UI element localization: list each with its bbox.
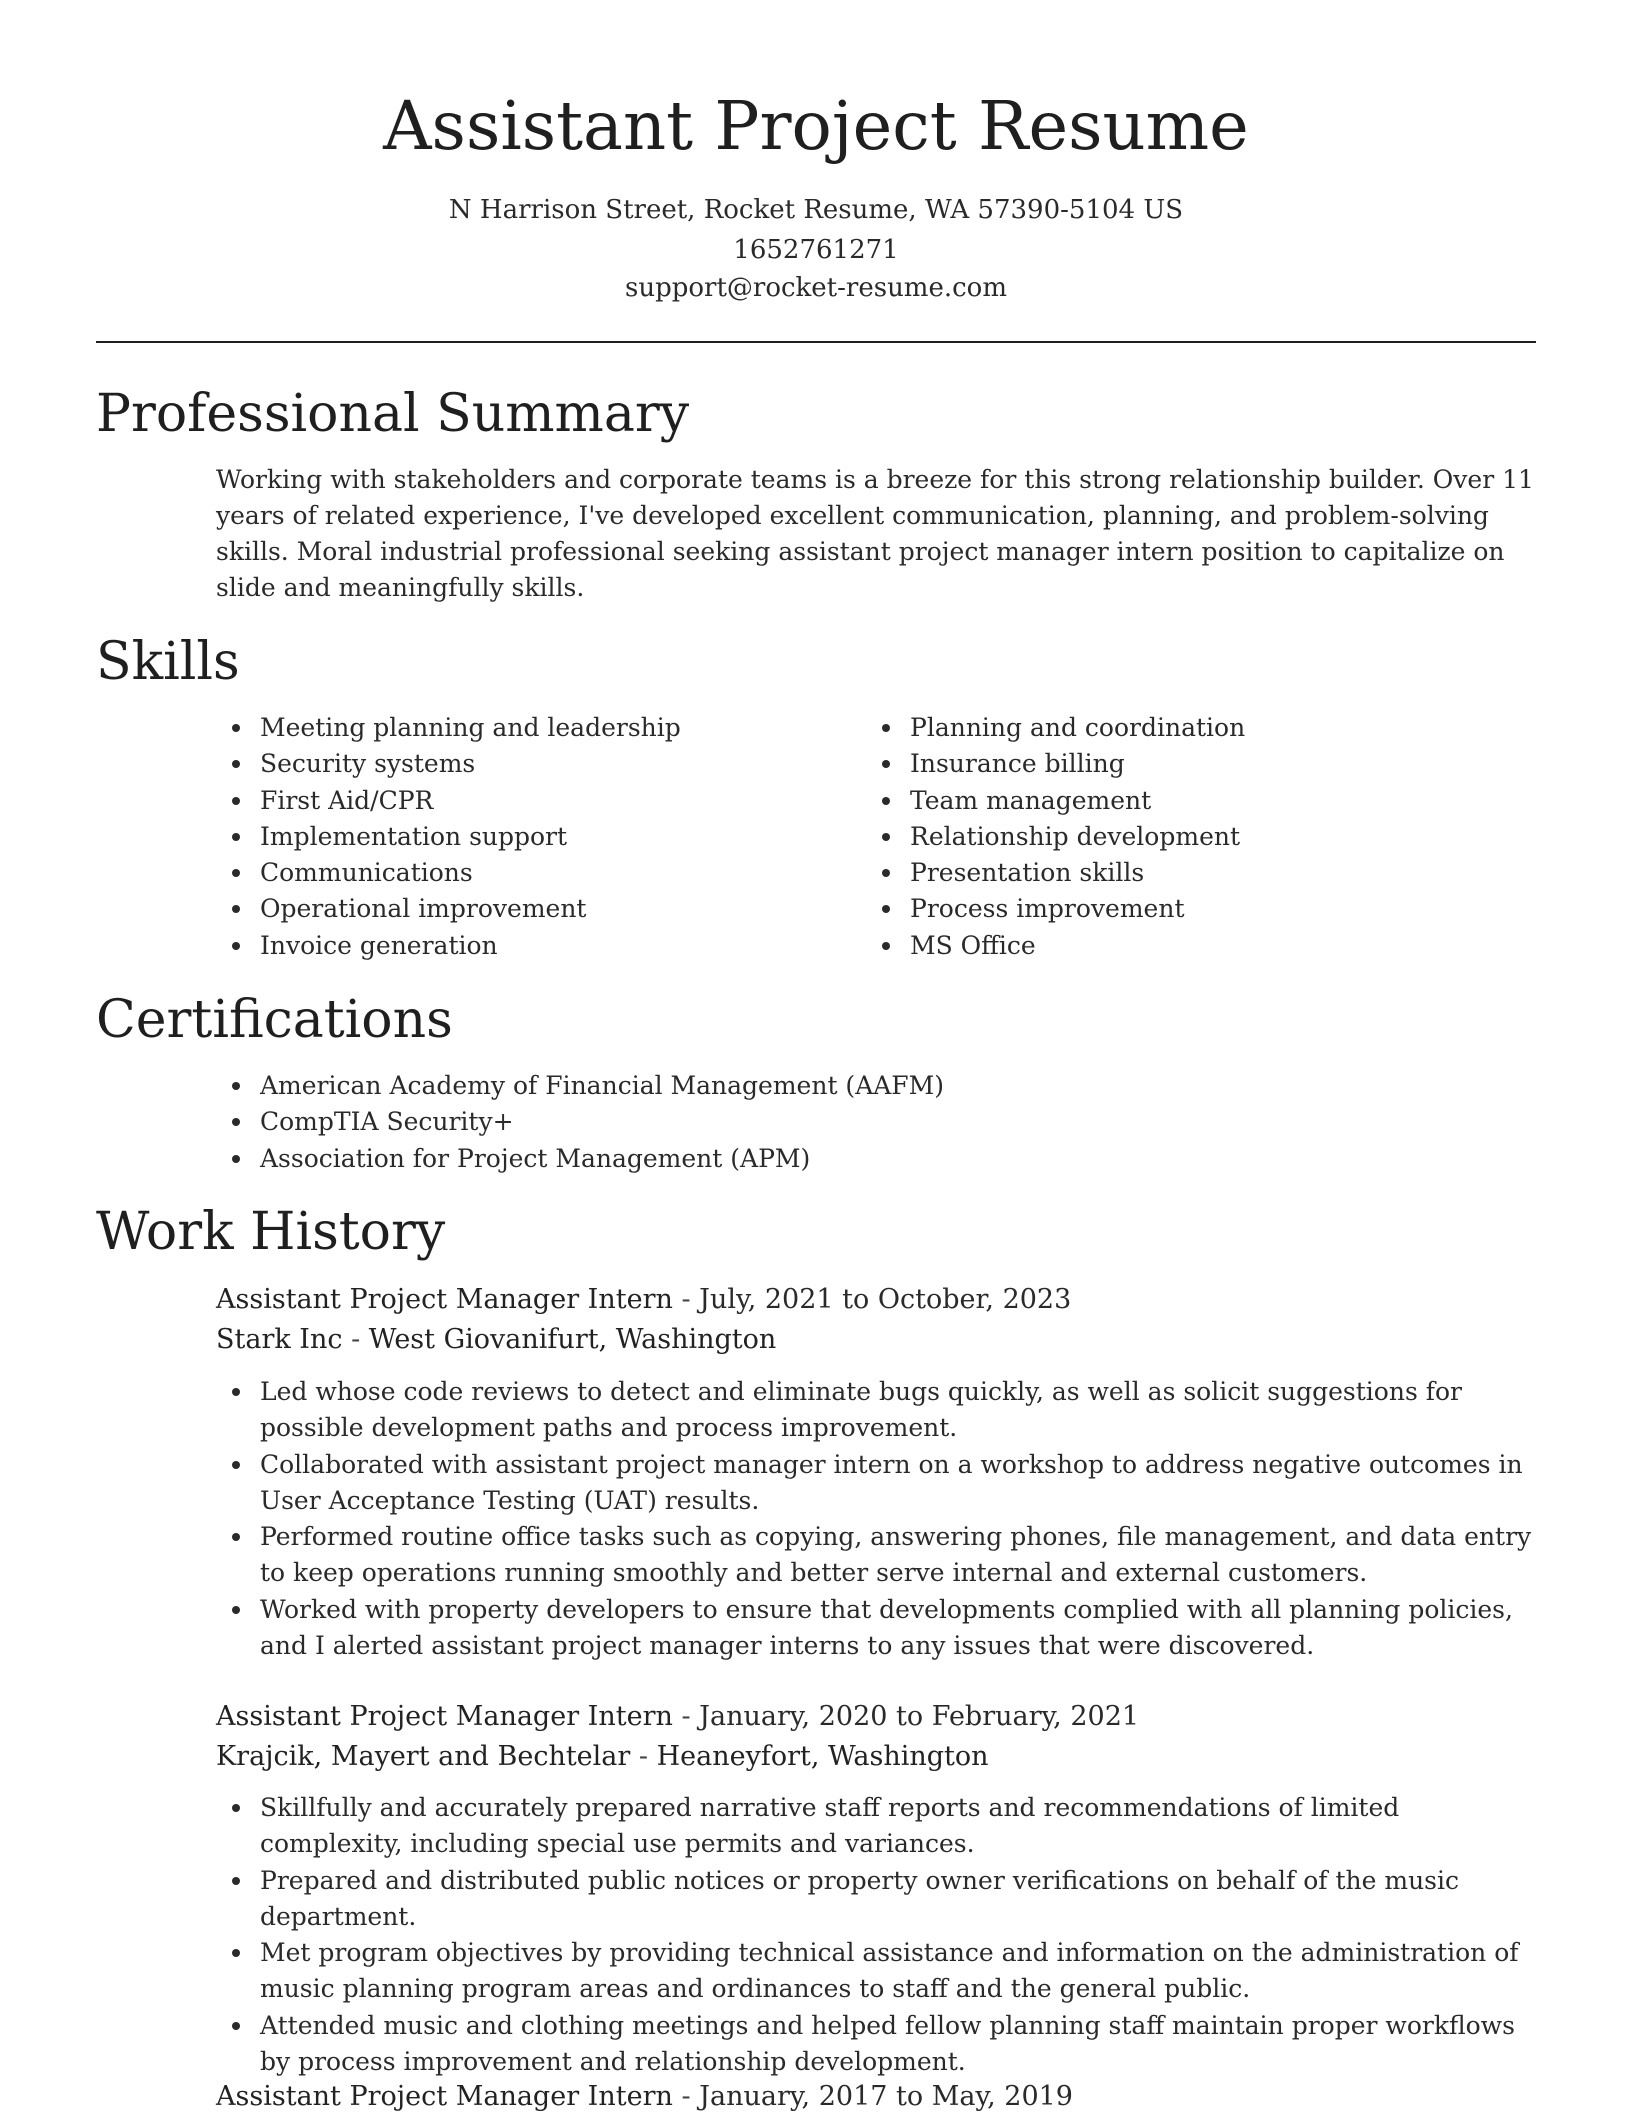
list-item	[216, 855, 866, 891]
job-company-line	[216, 1737, 989, 1777]
list-item	[216, 819, 866, 855]
job-company-line	[216, 1320, 776, 1360]
list-item	[216, 746, 866, 782]
list-item	[216, 1104, 1536, 1140]
job-separator: -	[672, 1284, 700, 1315]
list-item	[216, 928, 866, 964]
skill-text: Process improvement	[910, 894, 1185, 924]
job-bullet-text: Met program objectives by providing technical assistance and information on the administration of music planning program areas and ordinances to staff and the general public.	[260, 1938, 1519, 2004]
bullet-dot	[232, 1533, 240, 1541]
certifications-list	[216, 1068, 1536, 1177]
job-bullets	[216, 1790, 1536, 2080]
job-bullet-text: Worked with property developers to ensure that developments complied with all planning policies, and I alerted assistant project manager interns to any issues that were discovered.	[260, 1594, 1513, 1661]
skill-text: Invoice generation	[260, 930, 498, 960]
skills-list-left	[216, 710, 866, 964]
list-item	[216, 1790, 1536, 1863]
resume-name: Assistant Project Resume	[383, 87, 1249, 165]
bullet-dot	[232, 1118, 240, 1126]
job-location: West Giovanifurt, Washington	[368, 1324, 777, 1355]
job-title-line	[216, 1697, 1139, 1737]
list-item	[216, 1935, 1536, 2008]
bullet-dot	[232, 905, 240, 913]
job-company: Krajcik, Mayert and Bechtelar	[216, 1741, 631, 1772]
bullet-dot	[232, 1082, 240, 1090]
list-item	[216, 1068, 1536, 1104]
list-item	[216, 1374, 1536, 1447]
list-item	[216, 2008, 1536, 2081]
section-title-certifications: Certifications	[96, 990, 453, 1050]
job-location: Heaneyfort, Washington	[656, 1741, 989, 1772]
job-separator: -	[630, 1741, 657, 1772]
contact-email: support@rocket-resume.com	[624, 273, 1007, 303]
bullet-dot	[232, 833, 240, 841]
list-item	[216, 1863, 1536, 1936]
job-title-line	[216, 2077, 1073, 2112]
job-bullet-text: Prepared and distributed public notices or property owner verifications on behalf of the music department.	[260, 1865, 1460, 1931]
section-title-work-history: Work History	[96, 1202, 446, 1262]
summary-text: Working with stakeholders and corporate teams is a breeze for this strong relationship builder. Over 11 years of related experience, I've developed excellent communication, planning, and problem-solving skills. Moral industrial professional seeking assistant project manager intern position to capitalize on slide and meaningfully skills.	[216, 465, 1534, 602]
skill-text: Meeting planning and leadership	[260, 713, 681, 742]
header-divider	[96, 341, 1536, 343]
certification-text: American Academy of Financial Management (AAFM)	[260, 1071, 944, 1100]
contact-address: N Harrison Street, Rocket Resume, WA 57390-5104 US	[448, 195, 1184, 225]
bullet-dot	[232, 942, 240, 950]
bullet-dot	[232, 1606, 240, 1614]
job-role: Assistant Project Manager Intern	[216, 1701, 673, 1732]
bullet-dot	[232, 797, 240, 805]
list-item	[866, 783, 1536, 819]
bullet-dot	[882, 797, 890, 805]
bullet-dot	[232, 1155, 240, 1163]
list-item	[216, 1141, 1536, 1177]
skill-text: First Aid/CPR	[260, 785, 434, 815]
list-item	[866, 819, 1536, 855]
list-item	[216, 710, 866, 746]
skill-text: Implementation support	[260, 821, 568, 851]
list-item	[866, 855, 1536, 891]
job-separator: -	[672, 1701, 700, 1732]
bullet-dot	[232, 1804, 240, 1812]
bullet-dot	[882, 724, 890, 732]
skill-text: MS Office	[910, 930, 1036, 960]
job-company: Stark Inc	[216, 1324, 343, 1355]
list-item	[216, 1592, 1536, 1665]
skills-list-right	[866, 710, 1536, 964]
bullet-dot	[232, 1949, 240, 1957]
bullet-dot	[882, 942, 890, 950]
skill-text: Operational improvement	[260, 894, 587, 924]
section-title-summary: Professional Summary	[96, 384, 690, 444]
list-item	[216, 783, 866, 819]
job-title-line	[216, 1280, 1071, 1320]
bullet-dot	[232, 869, 240, 877]
job-bullet-text: Collaborated with assistant project manager intern on a workshop to address negative outcomes in User Acceptance Testing (UAT) results.	[260, 1449, 1523, 1515]
job-bullet-text: Performed routine office tasks such as copying, answering phones, file management, and data entry to keep operations running smoothly and better serve internal and external customers.	[260, 1522, 1532, 1588]
skill-text: Insurance billing	[910, 749, 1125, 779]
certification-text: CompTIA Security+	[260, 1107, 514, 1137]
contact-phone: 1652761271	[733, 235, 899, 265]
skill-text: Presentation skills	[910, 858, 1145, 888]
job-bullet-text: Led whose code reviews to detect and eliminate bugs quickly, as well as solicit suggestions for possible development paths and process improvement.	[260, 1377, 1462, 1443]
bullet-dot	[232, 1388, 240, 1396]
skill-text: Team management	[910, 785, 1152, 815]
bullet-dot	[232, 1877, 240, 1885]
certification-text: Association for Project Management (APM)	[260, 1143, 811, 1173]
section-title-skills: Skills	[96, 632, 240, 692]
job-separator: -	[342, 1324, 369, 1355]
bullet-dot	[232, 2022, 240, 2030]
bullet-dot	[232, 760, 240, 768]
list-item	[866, 710, 1536, 746]
bullet-dot	[882, 869, 890, 877]
job-bullet-text: Attended music and clothing meetings and helped fellow planning staff maintain proper workflows by process improvement and relationship development.	[260, 2010, 1515, 2077]
skill-text: Security systems	[260, 749, 476, 779]
bullet-dot	[232, 724, 240, 732]
skill-text: Planning and coordination	[910, 713, 1246, 742]
skill-text: Communications	[260, 858, 473, 888]
job-dates: July, 2021 to October, 2023	[699, 1284, 1072, 1315]
bullet-dot	[882, 833, 890, 841]
list-item	[216, 1447, 1536, 1520]
list-item	[216, 1519, 1536, 1592]
bullet-dot	[882, 905, 890, 913]
bullet-dot	[232, 1461, 240, 1469]
job-dates: January, 2017 to May, 2019	[699, 2081, 1073, 2112]
list-item	[866, 746, 1536, 782]
job-bullets	[216, 1374, 1536, 1664]
job-separator: -	[672, 2081, 700, 2112]
list-item	[866, 928, 1536, 964]
list-item	[216, 891, 866, 927]
job-bullet-text: Skillfully and accurately prepared narrative staff reports and recommendations of limited complexity, including special use permits and variances.	[260, 1793, 1400, 1859]
job-role: Assistant Project Manager Intern	[216, 2081, 673, 2112]
bullet-dot	[882, 760, 890, 768]
job-role: Assistant Project Manager Intern	[216, 1284, 673, 1315]
list-item	[866, 891, 1536, 927]
skill-text: Relationship development	[910, 821, 1241, 851]
job-dates: January, 2020 to February, 2021	[699, 1701, 1140, 1732]
